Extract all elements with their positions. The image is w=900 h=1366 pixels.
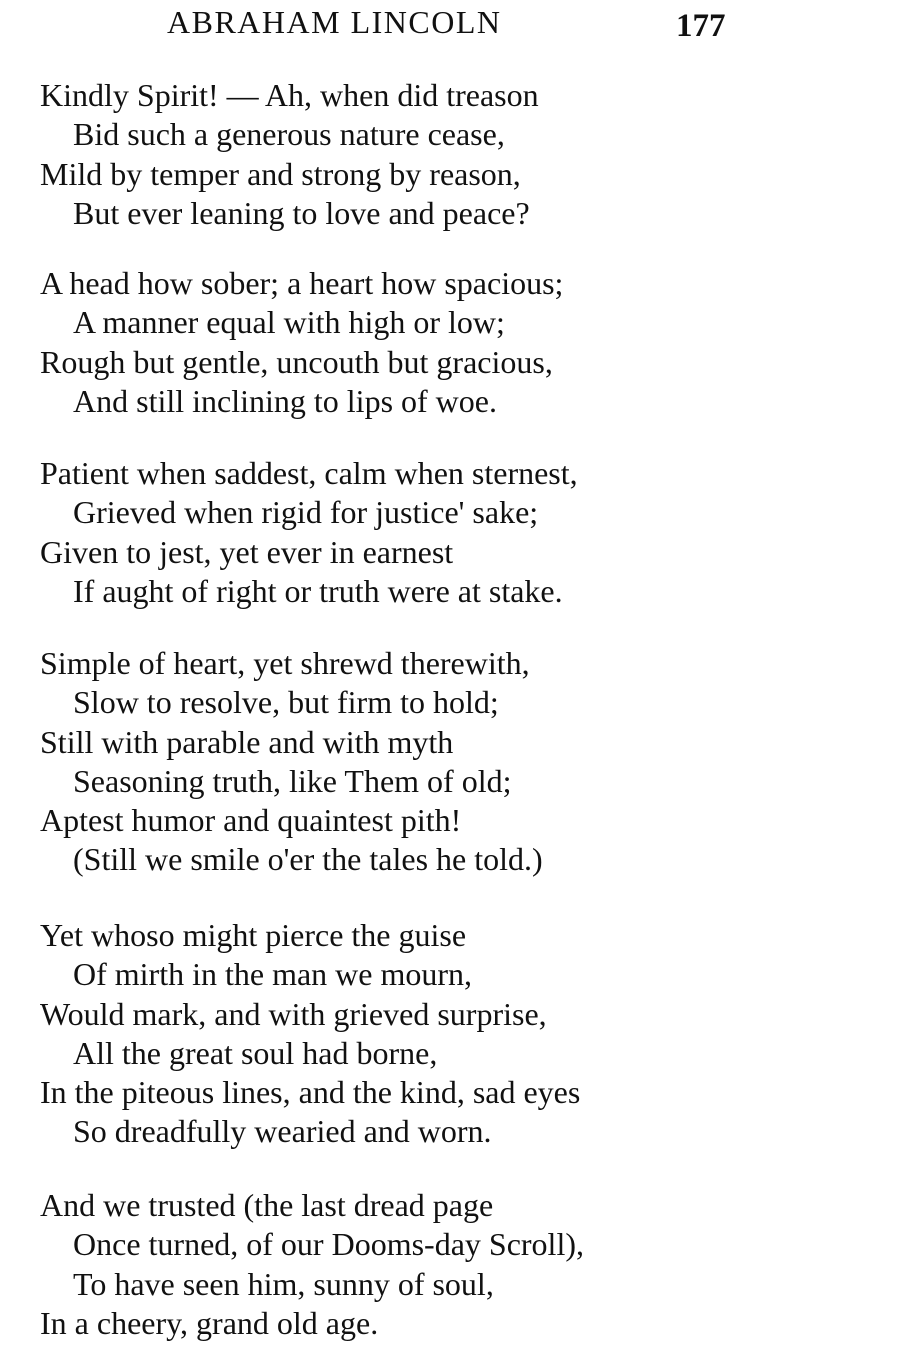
poem-line: Grieved when rigid for justice' sake;	[73, 494, 539, 530]
poem-line: (Still we smile o'er the tales he told.)	[73, 841, 543, 877]
poem-line: Mild by temper and strong by reason,	[40, 156, 521, 192]
poem-line: Slow to resolve, but firm to hold;	[73, 684, 499, 720]
poem-line: Yet whoso might pierce the guise	[40, 917, 467, 953]
poem-line: In a cheery, grand old age.	[40, 1305, 379, 1341]
running-title: ABRAHAM LINCOLN	[167, 4, 502, 40]
poem-line: A manner equal with high or low;	[73, 304, 505, 340]
poem-line: A head how sober; a heart how spacious;	[40, 265, 564, 301]
poem-line: And still inclining to lips of woe.	[73, 383, 497, 419]
running-head	[0, 0, 900, 50]
poem-line: And we trusted (the last dread page	[40, 1187, 494, 1223]
poem-line: But ever leaning to love and peace?	[73, 195, 530, 231]
poem-line: Bid such a generous nature cease,	[73, 116, 505, 152]
poem-line: Of mirth in the man we mourn,	[73, 956, 473, 992]
poem-line: In the piteous lines, and the kind, sad eyes	[40, 1074, 581, 1110]
poem-line: Would mark, and with grieved surprise,	[40, 996, 547, 1032]
poem-line: To have seen him, sunny of soul,	[73, 1266, 494, 1302]
poem-line: Kindly Spirit! — Ah, when did treason	[40, 77, 539, 113]
poem-line: Aptest humor and quaintest pith!	[40, 802, 462, 838]
poem-line: If aught of right or truth were at stake.	[73, 573, 563, 609]
poem-line: All the great soul had borne,	[73, 1035, 438, 1071]
poem-line: Still with parable and with myth	[40, 724, 454, 760]
poem-line: Once turned, of our Dooms-day Scroll),	[73, 1226, 584, 1262]
poem-line: So dreadfully wearied and worn.	[73, 1113, 492, 1149]
poem-line: Rough but gentle, uncouth but gracious,	[40, 344, 553, 380]
poem-line: Patient when saddest, calm when sternest,	[40, 455, 578, 491]
poem-line: Given to jest, yet ever in earnest	[40, 534, 454, 570]
poem-line: Seasoning truth, like Them of old;	[73, 763, 512, 799]
page-number: 177	[676, 8, 726, 44]
poem-line: Simple of heart, yet shrewd therewith,	[40, 645, 530, 681]
